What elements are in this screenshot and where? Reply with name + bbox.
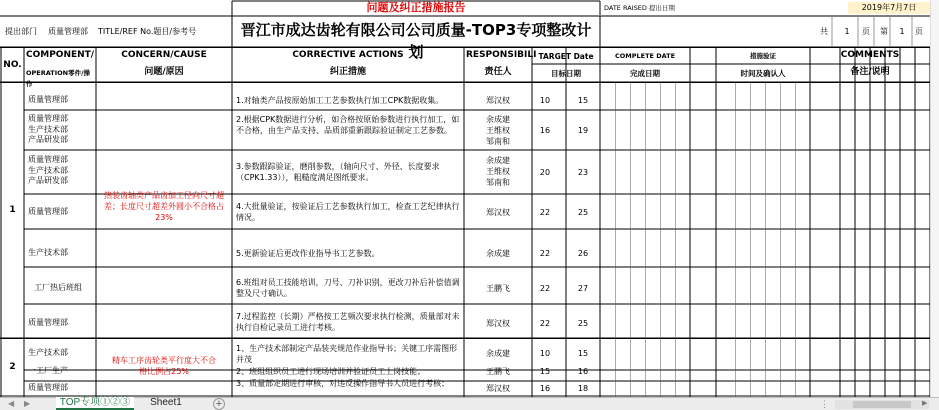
page-current-prefix: 第 [880,27,888,36]
row-target-end[interactable]: 15 [577,96,589,105]
col-comments: COMMENTS [840,50,900,60]
row-action[interactable]: 2、班组组织员工进行现场培训并验证员工上岗技能； [236,367,426,376]
horizontal-scroll-thumb[interactable] [853,401,911,408]
row-owner[interactable]: 郑汉权 [486,208,510,217]
row-target-end[interactable]: 15 [577,349,589,358]
row-owner[interactable]: 余成建 [486,249,510,258]
col-verify-cn: 时间及确认人 [740,69,786,78]
row-owner[interactable]: 余成建 王维权 邹南和 [486,156,510,187]
row-target-start[interactable]: 22 [539,284,551,293]
col-target: TARGET Date [538,52,594,61]
row-target-end[interactable]: 27 [577,284,589,293]
col-comments-cn: 备注/说明 [850,67,890,77]
row-action[interactable]: 7.过程监控（长期）严格按工艺频次要求执行检测，质量部对未执行自检记录员工进行考核。 [236,312,460,332]
row-target-end[interactable]: 25 [577,319,589,328]
dept-value[interactable]: 质量管理部 [48,27,88,36]
concern-cause[interactable]: 精车工序齿轮类平行度大不合格比例占25% [112,356,216,376]
row-action[interactable]: 3、质量部定期进行审核，对违反操作指导书人员进行考核； [236,379,450,388]
dept-label: 提出部门 [5,27,37,36]
col-concern-cn: 问题/原因 [144,67,184,77]
row-target-start[interactable]: 22 [539,249,551,258]
row-target-start[interactable]: 10 [539,96,551,105]
tab-top-special[interactable]: TOP专项①②③ [56,397,134,410]
row-dept[interactable]: 质量管理部 [28,95,68,104]
row-dept[interactable]: 质量管理部 生产技术部 产品研发部 [28,155,68,185]
col-responsibility-cn: 责任人 [484,67,512,77]
row-target-start[interactable]: 20 [539,168,551,177]
date-raised-value[interactable]: 2019年7月7日 [848,2,930,14]
page-title: 晋江市成达齿轮有限公司公司质量-TOP3专项整改计划 [240,21,592,61]
col-component: COMPONENT/ [26,50,95,60]
page-current[interactable]: 1 [899,27,905,36]
row-target-start[interactable]: 22 [539,319,551,328]
page-total-prefix: 共 [820,27,828,36]
row-owner[interactable]: 郑汉权 [486,96,510,105]
triangle-left-icon[interactable]: ◀ [8,399,15,408]
vertical-scrollbar[interactable] [930,0,939,397]
row-owner[interactable]: 王鹏飞 [486,367,510,376]
col-concern: CONCERN/CAUSE [121,50,207,60]
page-total[interactable]: 1 [844,27,850,36]
row-target-end[interactable]: 18 [577,384,589,393]
row-dept[interactable]: 质量管理部 生产技术部 产品研发部 [28,114,68,144]
col-corrective: CORRECTIVE ACTIONS [292,50,404,60]
row-action[interactable]: 5.更新验证后更改作业指导书工艺参数。 [236,249,380,258]
row-target-end[interactable]: 19 [577,126,589,135]
row-dept[interactable]: 质量管理部 [28,383,68,392]
col-target-cn: 目标日期 [551,69,581,78]
ellipsis-icon[interactable]: ⋮ [820,399,829,409]
row-action[interactable]: 3.参数跟踪验证，磨削参数，（轴向尺寸、外径、长度要求（CPK1.33）），粗糙度满足图纸要求。 [236,162,440,182]
row-owner[interactable]: 郑汉权 [486,384,510,393]
row-owner[interactable]: 王鹏飞 [486,284,510,293]
page-unit-1: 页 [862,27,870,36]
row-target-start[interactable]: 16 [539,384,551,393]
row-target-start[interactable]: 16 [539,126,551,135]
row-action[interactable]: 4.大批量验证，按验证后工艺参数执行加工，检查工艺纪律执行情况。 [236,202,460,222]
tab-sheet1[interactable]: Sheet1 [150,397,182,408]
col-verify: 措施验证 [750,52,776,60]
col-complete-cn: 完成日期 [630,69,660,78]
row-dept[interactable]: 质量管理部 [28,207,68,216]
plus-circle-icon[interactable]: + [213,398,225,410]
col-operation: OPERATION零件/操作 [26,69,90,88]
scroll-right-icon[interactable]: ▶ [922,400,928,407]
row-action[interactable]: 1、生产技术部制定产品装夹规范作业指导书；关键工序需图形并茂 [236,344,458,364]
row-owner[interactable]: 余成建 [486,349,510,358]
row-target-end[interactable]: 26 [577,249,589,258]
report-top-title: 问题及纠正措施报告 [366,1,466,14]
group-no: 2 [9,362,16,372]
row-dept[interactable]: 质量管理部 [28,318,68,327]
row-action[interactable]: 1.对轴类产品按原始加工工艺参数执行加工CPK数据收集。 [236,96,444,105]
row-target-start[interactable]: 15 [539,367,551,376]
sheet-tab-bar [0,397,939,410]
col-corrective-cn: 纠正措施 [329,67,366,77]
row-dept[interactable]: 工厂热后班组 [34,283,82,292]
col-responsibility: RESPONSIBILI [466,50,537,60]
triangle-right-icon[interactable]: ▶ [24,399,31,408]
row-dept[interactable]: 生产技术部 [28,248,68,257]
row-owner[interactable]: 余成建 王维权 邹南和 [486,115,510,146]
row-dept[interactable]: 一工厂生产 [28,366,68,375]
page-unit-2: 页 [915,27,923,36]
col-no: NO. [3,60,22,70]
row-dept[interactable]: 生产技术部 [28,348,68,357]
row-target-start[interactable]: 22 [539,208,551,217]
row-target-end[interactable]: 25 [577,208,589,217]
concern-cause[interactable]: 热装齿轴类产品齿加工径向尺寸超差；长度尺寸超差外圆小不合格占23% [104,191,224,222]
col-complete: COMPLETE DATE [614,52,676,60]
group-no: 1 [9,205,16,215]
row-action[interactable]: 2.根据CPK数据进行分析，如合格按原始参数进行执行加工，如不合格，由生产品支持、品质部重新跟踪验证制定工艺参数。 [236,115,460,135]
row-target-end[interactable]: 16 [577,367,589,376]
row-target-end[interactable]: 23 [577,168,589,177]
row-target-start[interactable]: 10 [539,349,551,358]
date-raised-label: DATE RAISED 提出日期 [604,4,675,12]
row-action[interactable]: 6.班组对员工技能培训，刀号、刀补识别，更改刀补后补偿值调整及尺寸确认。 [236,278,460,298]
row-owner[interactable]: 郑汉权 [486,319,510,328]
ref-label: TITLE/REF No.题目/参考号 [98,27,197,36]
